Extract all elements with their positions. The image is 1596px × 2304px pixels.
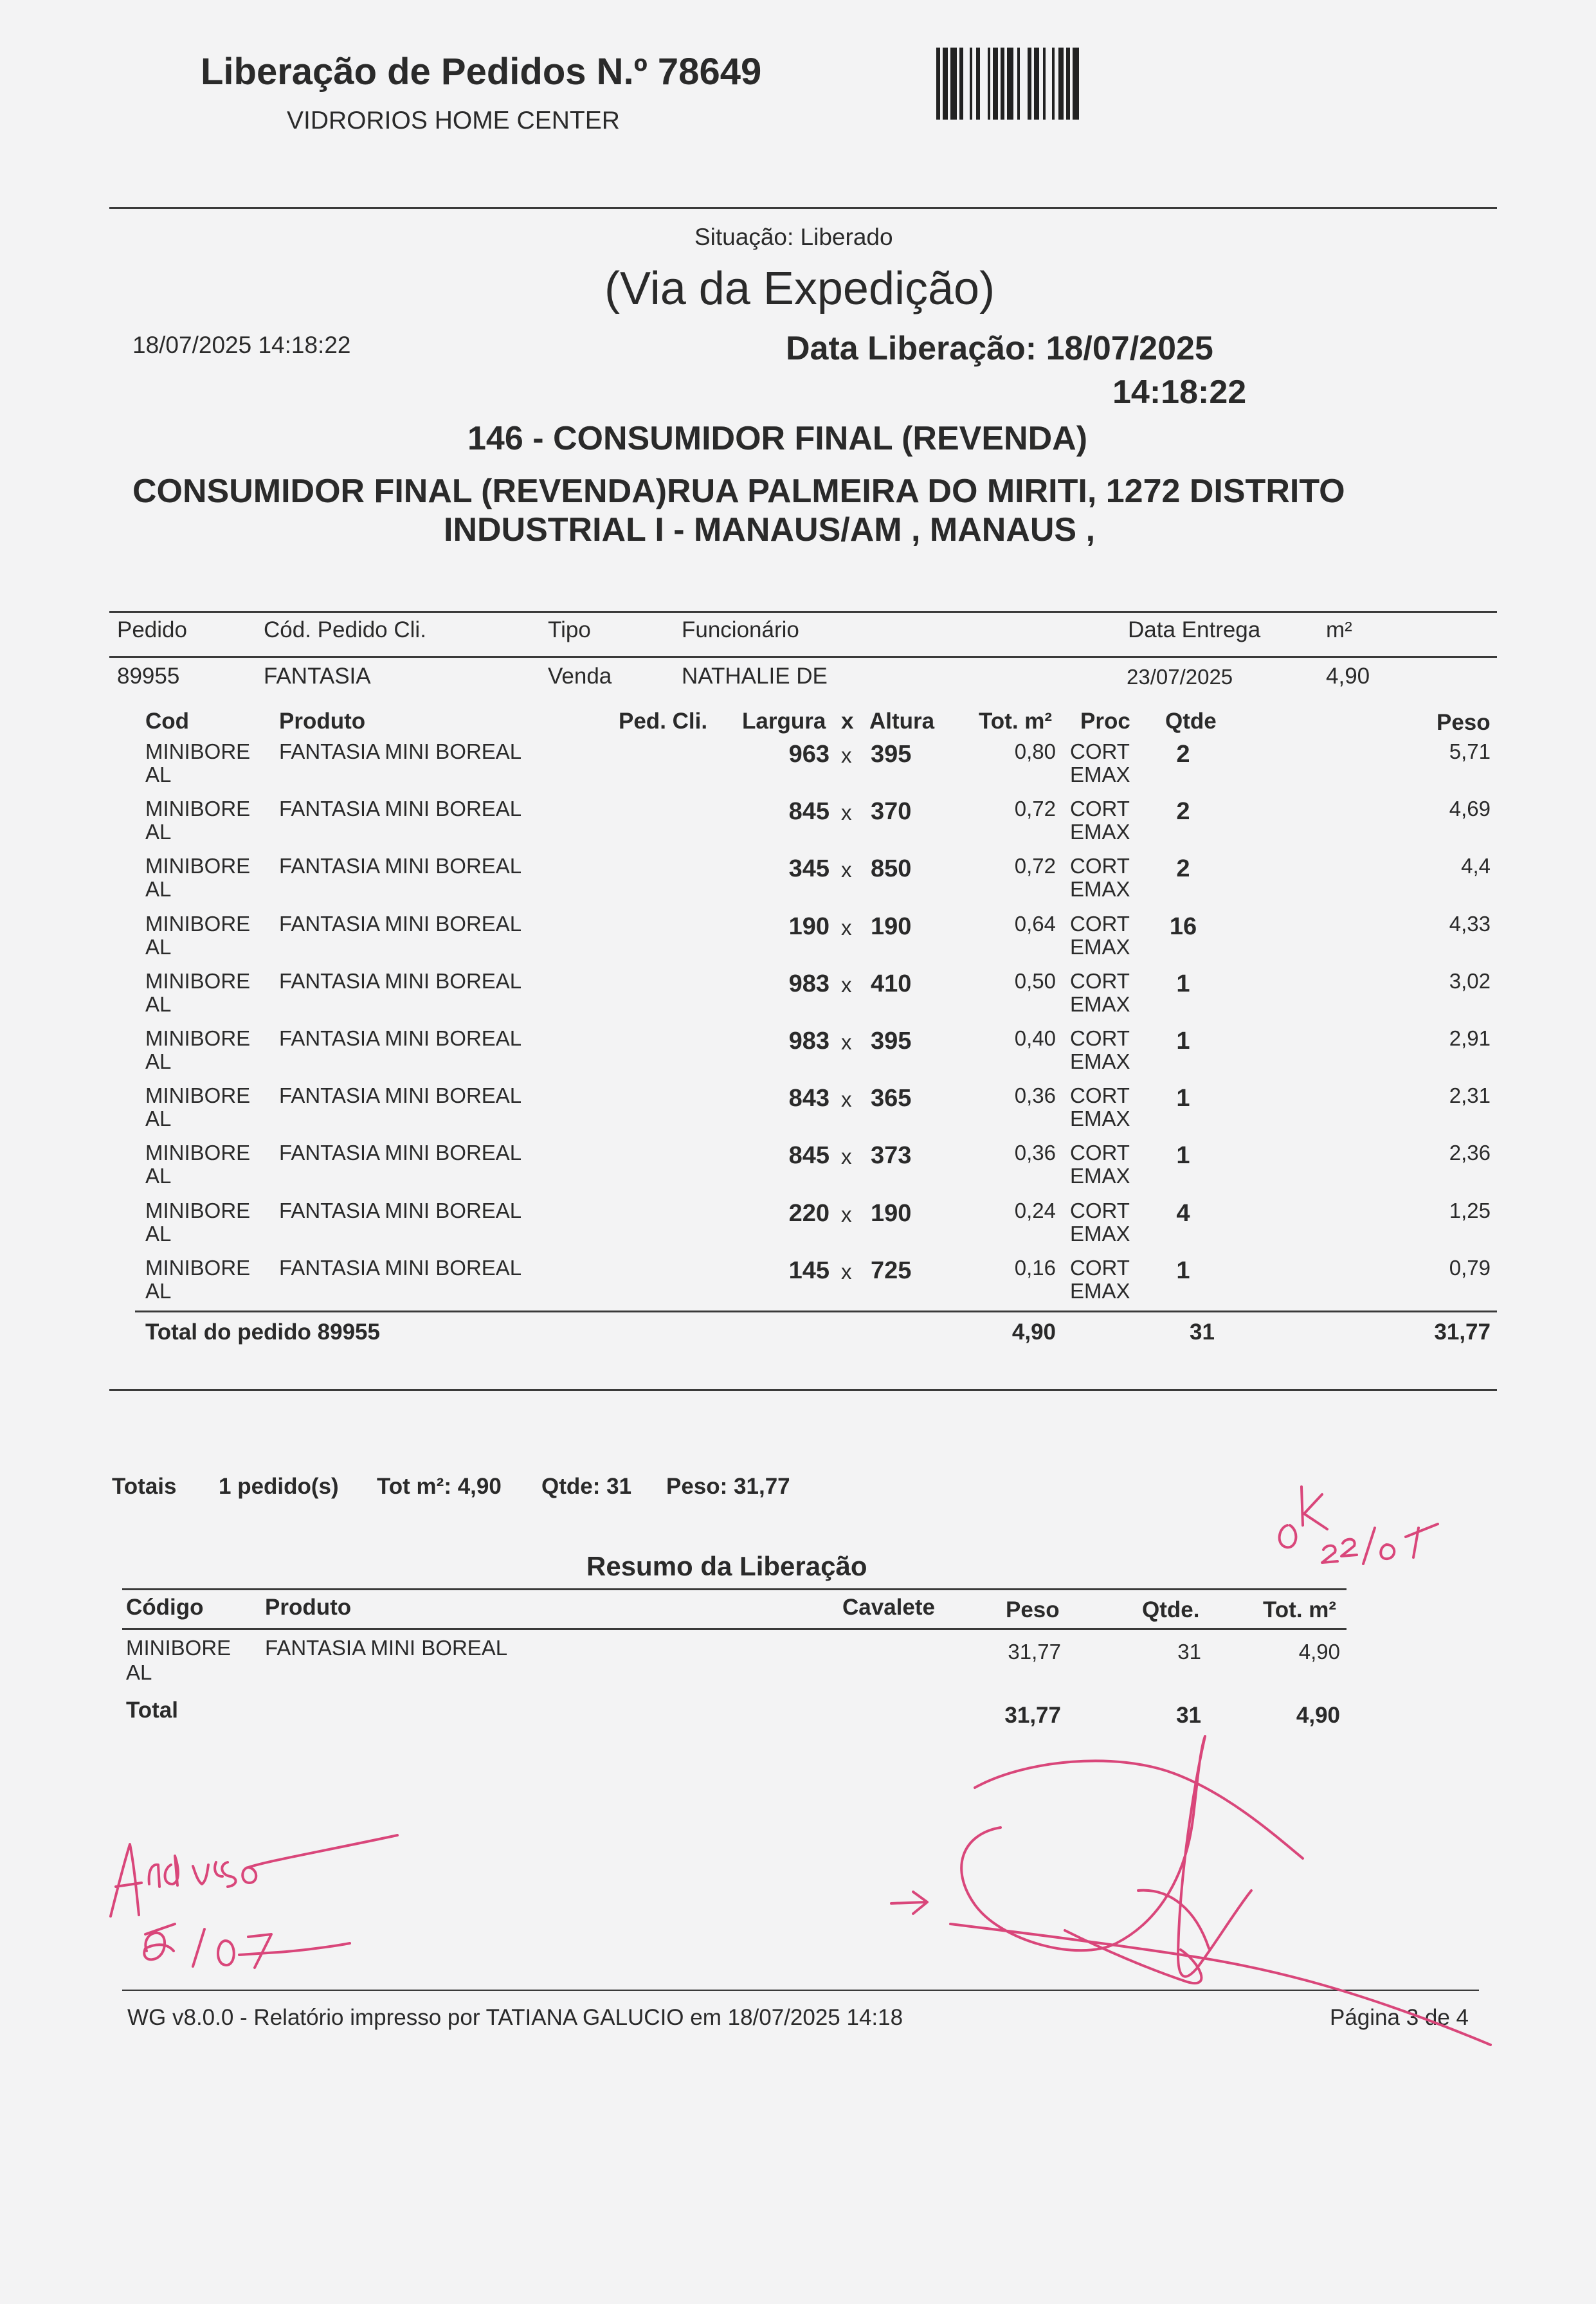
item-qtde: 16 — [1169, 913, 1197, 940]
item-largura: 983 — [788, 970, 830, 997]
item-proc2: EMAX — [1070, 1222, 1130, 1246]
item-largura: 845 — [788, 1142, 830, 1169]
client-address-line1: CONSUMIDOR FINAL (REVENDA)RUA PALMEIRA DO MIRITI, 1272 DISTRITO — [132, 473, 1345, 510]
col-peso: Peso — [1437, 710, 1491, 735]
summary-title: Resumo da Liberação — [586, 1551, 867, 1581]
order-total-m2: 4,90 — [1011, 1320, 1056, 1345]
item-proc1: CORT — [1070, 912, 1130, 936]
value-m2: 4,90 — [1326, 664, 1370, 689]
item-proc2: EMAX — [1070, 992, 1130, 1016]
item-cod2: AL — [145, 820, 172, 844]
item-altura: 395 — [871, 1028, 912, 1055]
summary-col-peso: Peso — [1006, 1597, 1060, 1622]
item-largura: 345 — [788, 855, 830, 882]
item-x: x — [841, 801, 852, 824]
release-date: Data Liberação: 18/07/2025 — [786, 330, 1213, 367]
handwritten-ok-note — [1280, 1487, 1327, 1547]
item-largura: 963 — [788, 741, 830, 768]
item-proc1: CORT — [1070, 797, 1130, 821]
summary-tot-m2: 4,90 — [1298, 1640, 1340, 1664]
item-proc1: CORT — [1070, 1256, 1130, 1280]
col-altura: Altura — [869, 709, 935, 734]
summary-col-tot-m2: Tot. m² — [1263, 1597, 1337, 1622]
item-cod2: AL — [145, 1049, 172, 1073]
totals-peso: Peso: 31,77 — [666, 1474, 790, 1499]
item-proc1: CORT — [1070, 1084, 1130, 1107]
item-produto: FANTASIA MINI BOREAL — [279, 1199, 522, 1222]
arrow-mark — [891, 1892, 927, 1914]
item-largura: 220 — [788, 1200, 830, 1227]
item-proc1: CORT — [1070, 739, 1130, 763]
item-produto: FANTASIA MINI BOREAL — [279, 1084, 522, 1107]
summary-peso: 31,77 — [1008, 1640, 1061, 1664]
handwritten-date-note — [1322, 1524, 1438, 1564]
item-produto: FANTASIA MINI BOREAL — [279, 1256, 522, 1280]
item-x: x — [841, 743, 852, 767]
item-tot-m2: 0,72 — [1014, 854, 1056, 878]
item-tot-m2: 0,64 — [1014, 912, 1056, 936]
order-total-qtde: 31 — [1190, 1320, 1215, 1345]
item-x: x — [841, 1030, 852, 1054]
label-m2: m² — [1326, 617, 1352, 642]
summary-total-label: Total — [126, 1698, 179, 1723]
client-name: 146 - CONSUMIDOR FINAL (REVENDA) — [467, 420, 1088, 457]
item-produto: FANTASIA MINI BOREAL — [279, 969, 522, 993]
item-cod2: AL — [145, 1164, 172, 1188]
item-produto: FANTASIA MINI BOREAL — [279, 912, 522, 936]
col-tot-m2: Tot. m² — [979, 709, 1053, 734]
item-cod1: MINIBORE — [145, 797, 251, 821]
item-cod1: MINIBORE — [145, 1256, 251, 1280]
col-cod: Cod — [145, 709, 190, 734]
company-name: VIDRORIOS HOME CENTER — [287, 107, 620, 134]
summary-total-m2: 4,90 — [1296, 1703, 1340, 1728]
item-cod2: AL — [145, 992, 172, 1016]
item-peso: 4,33 — [1449, 912, 1491, 936]
summary-col-cavalete: Cavalete — [842, 1595, 935, 1620]
summary-total-qtde: 31 — [1176, 1703, 1201, 1728]
order-total-label: Total do pedido 89955 — [145, 1320, 380, 1345]
item-largura: 145 — [788, 1257, 830, 1284]
summary-col-codigo: Código — [126, 1595, 204, 1620]
item-altura: 370 — [871, 798, 912, 825]
value-tipo: Venda — [548, 664, 612, 689]
item-qtde: 4 — [1176, 1200, 1190, 1227]
item-cod1: MINIBORE — [145, 854, 251, 878]
item-x: x — [841, 1202, 852, 1226]
item-largura: 983 — [788, 1028, 830, 1055]
summary-total-peso: 31,77 — [1004, 1703, 1061, 1728]
label-cod-pedido-cli: Cód. Pedido Cli. — [264, 617, 426, 642]
item-peso: 2,31 — [1449, 1084, 1491, 1107]
item-altura: 395 — [871, 741, 912, 768]
handwritten-name-note — [111, 1835, 397, 1916]
item-largura: 843 — [788, 1085, 830, 1112]
summary-produto: FANTASIA MINI BOREAL — [265, 1636, 508, 1660]
item-proc1: CORT — [1070, 969, 1130, 993]
item-altura: 373 — [871, 1142, 912, 1169]
handwritten-day-note — [144, 1924, 350, 1968]
item-cod1: MINIBORE — [145, 1084, 251, 1107]
summary-cod-line1: MINIBORE — [126, 1636, 231, 1660]
col-largura: Largura — [742, 709, 826, 734]
label-data-entrega: Data Entrega — [1128, 617, 1261, 642]
document-title: Liberação de Pedidos N.º 78649 — [201, 51, 762, 93]
label-tipo: Tipo — [548, 617, 591, 642]
item-qtde: 1 — [1176, 1257, 1190, 1284]
item-cod1: MINIBORE — [145, 912, 251, 936]
value-cod-pedido-cli: FANTASIA — [264, 664, 371, 689]
item-altura: 190 — [871, 1200, 912, 1227]
client-address-line2: INDUSTRIAL I - MANAUS/AM , MANAUS , — [444, 511, 1096, 549]
item-proc1: CORT — [1070, 1141, 1130, 1165]
item-proc1: CORT — [1070, 854, 1130, 878]
value-data-entrega: 23/07/2025 — [1127, 665, 1233, 689]
col-x: x — [841, 709, 854, 734]
item-cod2: AL — [145, 1279, 172, 1303]
item-tot-m2: 0,36 — [1014, 1084, 1056, 1107]
totals-m2: Tot m²: 4,90 — [377, 1474, 502, 1499]
item-peso: 4,4 — [1461, 854, 1491, 878]
item-x: x — [841, 1145, 852, 1168]
release-time: 14:18:22 — [1112, 374, 1247, 411]
item-altura: 365 — [871, 1085, 912, 1112]
item-produto: FANTASIA MINI BOREAL — [279, 854, 522, 878]
item-cod1: MINIBORE — [145, 969, 251, 993]
item-largura: 845 — [788, 798, 830, 825]
item-tot-m2: 0,72 — [1014, 797, 1056, 821]
item-cod2: AL — [145, 1107, 172, 1130]
item-cod1: MINIBORE — [145, 1141, 251, 1165]
item-cod1: MINIBORE — [145, 739, 251, 763]
item-proc2: EMAX — [1070, 1279, 1130, 1303]
totals-label: Totais — [112, 1474, 177, 1499]
item-altura: 850 — [871, 855, 912, 882]
copy-type: (Via da Expedição) — [604, 263, 995, 314]
item-altura: 725 — [871, 1257, 912, 1284]
item-peso: 5,71 — [1449, 739, 1491, 763]
item-cod2: AL — [145, 935, 172, 959]
order-total-peso: 31,77 — [1434, 1320, 1491, 1345]
item-tot-m2: 0,50 — [1014, 969, 1056, 993]
item-cod1: MINIBORE — [145, 1026, 251, 1050]
summary-col-qtde: Qtde. — [1142, 1597, 1200, 1622]
item-produto: FANTASIA MINI BOREAL — [279, 1026, 522, 1050]
item-tot-m2: 0,16 — [1014, 1256, 1056, 1280]
summary-col-produto: Produto — [265, 1595, 352, 1620]
signature — [950, 1736, 1491, 2045]
item-qtde: 1 — [1176, 970, 1190, 997]
item-proc2: EMAX — [1070, 935, 1130, 959]
item-cod2: AL — [145, 1222, 172, 1246]
item-proc2: EMAX — [1070, 1049, 1130, 1073]
item-proc2: EMAX — [1070, 877, 1130, 901]
item-produto: FANTASIA MINI BOREAL — [279, 739, 522, 763]
col-qtde: Qtde — [1165, 709, 1217, 734]
print-datetime: 18/07/2025 14:18:22 — [132, 332, 351, 358]
value-funcionario: NATHALIE DE — [682, 664, 828, 689]
item-largura: 190 — [788, 913, 830, 940]
item-proc2: EMAX — [1070, 1107, 1130, 1130]
item-qtde: 1 — [1176, 1085, 1190, 1112]
item-proc1: CORT — [1070, 1026, 1130, 1050]
item-qtde: 2 — [1176, 855, 1190, 882]
item-peso: 0,79 — [1449, 1256, 1491, 1280]
item-x: x — [841, 858, 852, 882]
item-peso: 1,25 — [1449, 1199, 1491, 1222]
item-tot-m2: 0,40 — [1014, 1026, 1056, 1050]
item-qtde: 1 — [1176, 1142, 1190, 1169]
item-peso: 4,69 — [1449, 797, 1491, 821]
item-produto: FANTASIA MINI BOREAL — [279, 797, 522, 821]
totals-pedidos: 1 pedido(s) — [219, 1474, 339, 1499]
summary-cod-line2: AL — [126, 1660, 152, 1684]
item-tot-m2: 0,36 — [1014, 1141, 1056, 1165]
item-proc1: CORT — [1070, 1199, 1130, 1222]
label-pedido: Pedido — [117, 617, 187, 642]
item-x: x — [841, 1087, 852, 1111]
totals-qtde: Qtde: 31 — [541, 1474, 632, 1499]
item-x: x — [841, 1260, 852, 1284]
item-peso: 2,36 — [1449, 1141, 1491, 1165]
item-cod2: AL — [145, 763, 172, 786]
item-altura: 410 — [871, 970, 912, 997]
item-qtde: 1 — [1176, 1028, 1190, 1055]
footer-printed-by: WG v8.0.0 - Relatório impresso por TATIANA GALUCIO em 18/07/2025 14:18 — [127, 2005, 903, 2030]
col-ped-cli: Ped. Cli. — [619, 709, 708, 734]
item-qtde: 2 — [1176, 798, 1190, 825]
item-proc2: EMAX — [1070, 763, 1130, 786]
item-x: x — [841, 916, 852, 939]
item-cod1: MINIBORE — [145, 1199, 251, 1222]
item-qtde: 2 — [1176, 741, 1190, 768]
col-proc: Proc — [1080, 709, 1130, 734]
item-produto: FANTASIA MINI BOREAL — [279, 1141, 522, 1165]
summary-qtde: 31 — [1177, 1640, 1201, 1664]
value-pedido: 89955 — [117, 664, 180, 689]
item-proc2: EMAX — [1070, 820, 1130, 844]
item-tot-m2: 0,80 — [1014, 739, 1056, 763]
item-peso: 2,91 — [1449, 1026, 1491, 1050]
label-funcionario: Funcionário — [682, 617, 799, 642]
item-proc2: EMAX — [1070, 1164, 1130, 1188]
status-text: Situação: Liberado — [694, 224, 893, 250]
item-tot-m2: 0,24 — [1014, 1199, 1056, 1222]
item-peso: 3,02 — [1449, 969, 1491, 993]
col-produto: Produto — [279, 709, 366, 734]
item-cod2: AL — [145, 877, 172, 901]
footer-page-number: Página 3 de 4 — [1330, 2005, 1469, 2030]
item-x: x — [841, 973, 852, 997]
item-altura: 190 — [871, 913, 912, 940]
